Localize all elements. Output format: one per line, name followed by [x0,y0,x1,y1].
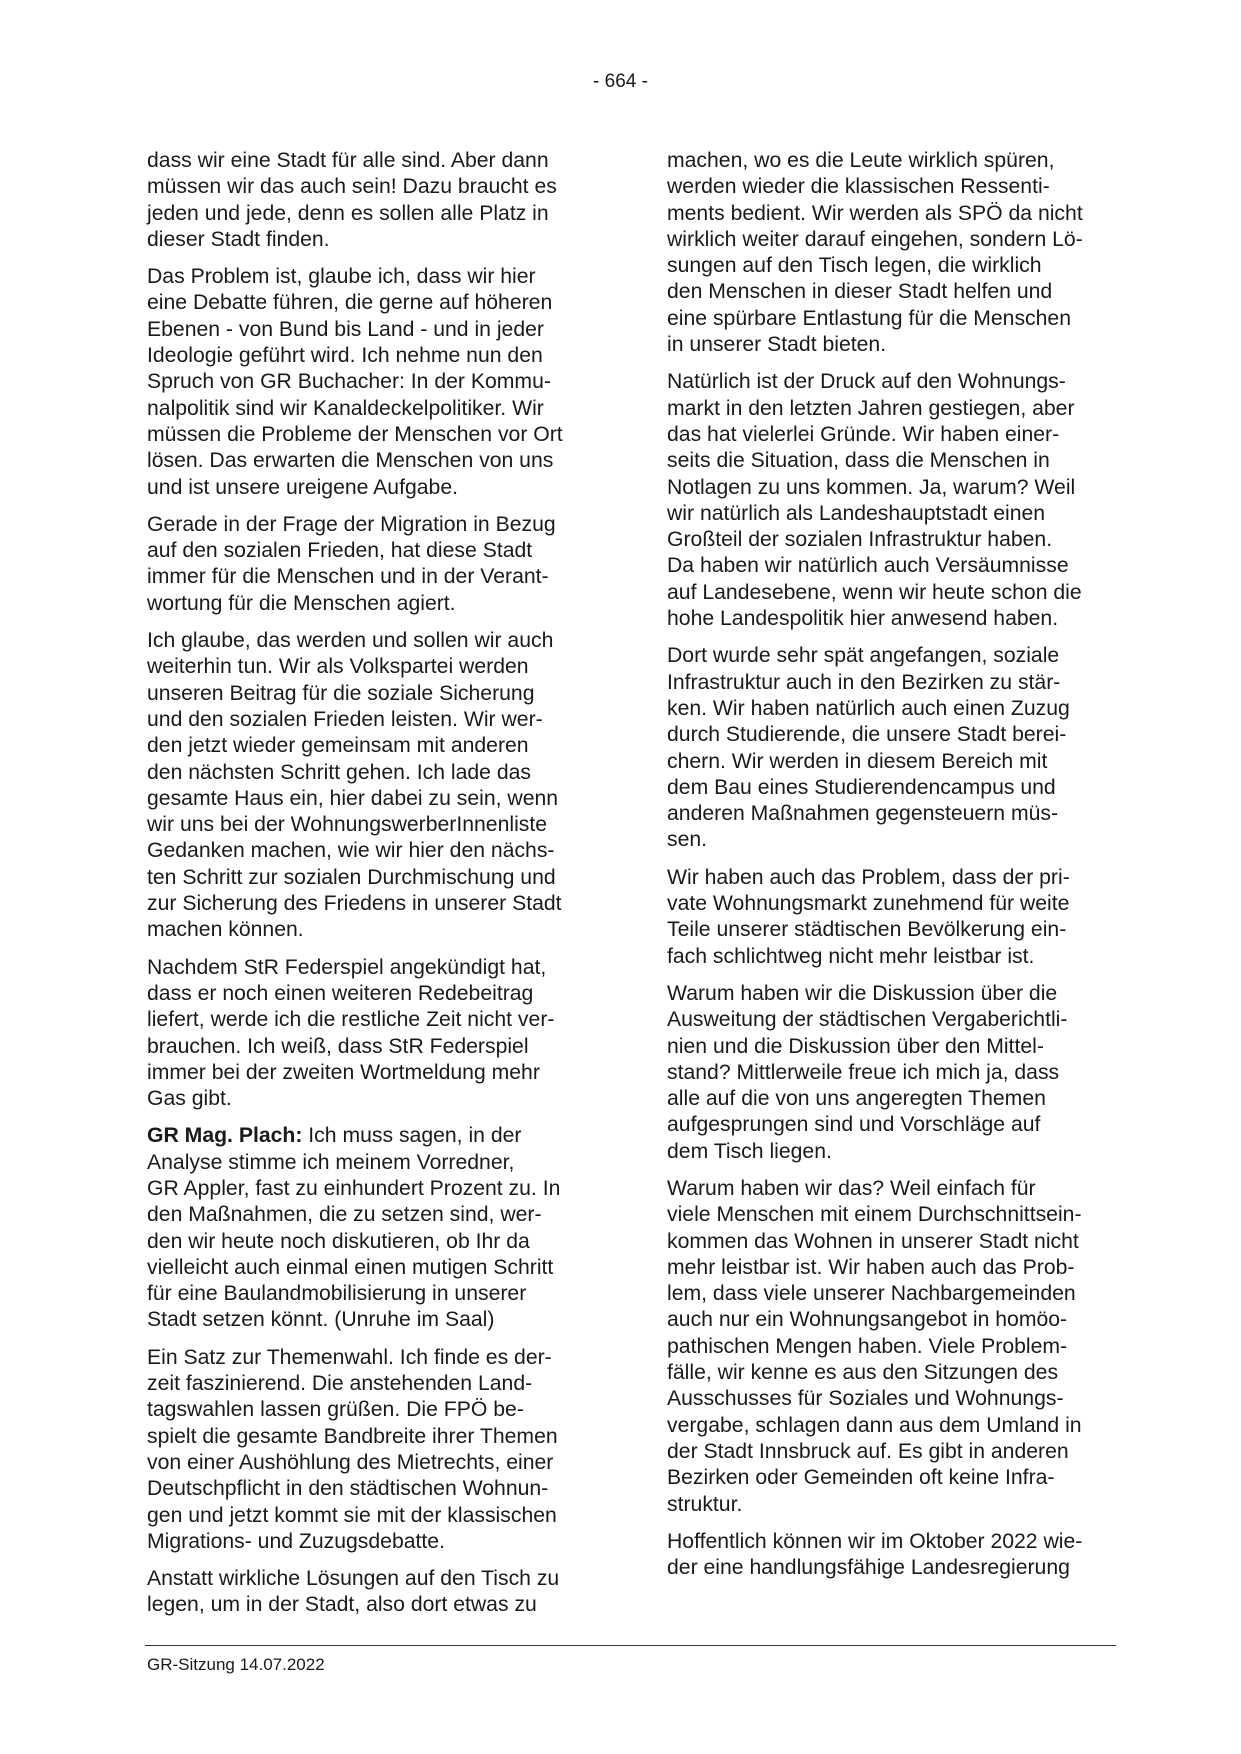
text-line: den wir heute noch diskutieren, ob Ihr da [147,1229,530,1253]
text-line: unseren Beitrag für die soziale Sicherung [147,681,535,705]
text-line: Bezirken oder Gemeinden oft keine Infra- [667,1466,1055,1490]
text-line: Wir haben auch das Problem, dass der pri- [667,865,1070,889]
text-line: liefert, werde ich die restliche Zeit nicht ver- [147,1008,555,1032]
text-line: jeden und jede, denn es sollen alle Platz in [147,201,549,225]
text-line: Großteil der sozialen Infrastruktur haben. [667,528,1053,552]
text-line: Nachdem StR Federspiel angekündigt hat, [147,955,547,979]
text-line: das hat vielerlei Gründe. Wir haben einer- [667,422,1060,446]
text-line: weiterhin tun. Wir als Volkspartei werden [147,655,529,679]
text-line: zur Sicherung des Friedens in unserer Stadt [147,892,562,916]
text-line: vate Wohnungsmarkt zunehmend für weite [667,892,1070,916]
text-line: werden wieder die klassischen Ressenti- [667,175,1050,199]
text-line: Warum haben wir die Diskussion über die [667,981,1058,1005]
text-line: sen. [667,828,708,852]
text-line: vielleicht auch einmal einen mutigen Schritt [147,1255,554,1279]
text-line: den Menschen in dieser Stadt helfen und [667,280,1053,304]
text-line: Natürlich ist der Druck auf den Wohnungs- [667,370,1066,394]
text-line: Gedanken machen, wie wir hier den nächs- [147,839,555,863]
text-line: eine Debatte führen, die gerne auf höheren [147,291,553,315]
text-line: dass wir eine Stadt für alle sind. Aber dann [147,149,549,172]
text-line: Analyse stimme ich meinem Vorredner, [147,1150,515,1174]
text-line: machen, wo es die Leute wirklich spüren, [667,149,1055,172]
text-line: den nächsten Schritt gehen. Ich lade das [147,760,531,784]
text-line: von einer Aushöhlung des Mietrechts, einer [147,1450,554,1474]
paragraph [667,981,1117,1165]
text-line: mehr leistbar ist. Wir haben auch das Prob- [667,1255,1075,1279]
text-line: brauchen. Ich weiß, dass StR Federspiel [147,1034,529,1058]
text-line: tagswahlen lassen grüßen. Die FPÖ be- [147,1398,524,1422]
paragraph [147,1123,597,1333]
text-line: müssen die Probleme der Menschen vor Ort [147,422,563,446]
paragraph [147,512,597,617]
paragraph [147,148,597,253]
text-line: ments bedient. Wir werden als SPÖ da nicht [667,201,1083,225]
text-line: wirklich weiter darauf eingehen, sondern Lö- [667,227,1083,251]
text-line: Gas gibt. [147,1087,232,1111]
footer-divider [145,1645,1116,1646]
text-line: Spruch von GR Buchacher: In der Kommu- [147,370,551,394]
text-line: fälle, wir kenne es aus den Sitzungen des [667,1361,1059,1385]
paragraph [147,1345,597,1555]
text-line: kommen das Wohnen in unserer Stadt nicht [667,1229,1079,1253]
footer-session-date: GR-Sitzung 14.07.2022 [147,1655,325,1674]
text-line: Infrastruktur auch in den Bezirken zu stär- [667,670,1061,694]
text-line: auf den sozialen Frieden, hat diese Stadt [147,539,533,563]
text-line: dem Tisch liegen. [667,1139,832,1163]
paragraph [147,628,597,944]
text-line: der Stadt Innsbruck auf. Es gibt in anderen [667,1439,1069,1463]
text-line: Hoffentlich können wir im Oktober 2022 wie- [667,1529,1083,1553]
text-line: GR Appler, fast zu einhundert Prozent zu. In [147,1176,561,1200]
text-line: nalpolitik sind wir Kanaldeckelpolitiker. Wir [147,396,544,420]
text-line: Das Problem ist, glaube ich, dass wir hier [147,265,536,289]
paragraph [667,1529,1117,1582]
text-line: legen, um in der Stadt, also dort etwas zu [147,1593,537,1617]
text-line: fach schlichtweg nicht mehr leistbar ist. [667,944,1035,968]
text-line: stand? Mittlerweile freue ich mich ja, dass [667,1060,1060,1084]
left-column [147,148,597,1630]
text-line: Ausweitung der städtischen Vergaberichtli- [667,1008,1068,1032]
text-line: vergabe, schlagen dann aus dem Umland in [667,1413,1082,1437]
text-line: Teile unserer städtischen Bevölkerung ein- [667,918,1067,942]
paragraph [667,148,1117,358]
text-line: lem, dass viele unserer Nachbargemeinden [667,1282,1076,1306]
text-line: aufgesprungen sind und Vorschläge auf [667,1113,1041,1137]
text-line: Gerade in der Frage der Migration in Bezug [147,512,556,536]
text-line: Notlagen zu uns kommen. Ja, warum? Weil [667,475,1076,499]
text-line: markt in den letzten Jahren gestiegen, aber [667,396,1075,420]
paragraph [667,369,1117,632]
text-line: Warum haben wir das? Weil einfach für [667,1176,1036,1200]
text-line: auch nur ein Wohnungsangebot in homöo- [667,1308,1068,1332]
text-line: zeit faszinierend. Die anstehenden Land- [147,1372,533,1396]
text-line: viele Menschen mit einem Durchschnittsein- [667,1203,1082,1227]
page-number: - 664 - [593,71,648,92]
text-line: durch Studierende, die unsere Stadt berei- [667,723,1067,747]
text-line: in unserer Stadt bieten. [667,333,887,357]
text-line: immer für die Menschen und in der Verant- [147,565,549,589]
text-line: Stadt setzen könnt. (Unruhe im Saal) [147,1308,495,1332]
text-line: Da haben wir natürlich auch Versäumnisse [667,554,1069,578]
text-line: gesamte Haus ein, hier dabei zu sein, wenn [147,786,559,810]
text-line: Migrations- und Zuzugsdebatte. [147,1529,445,1553]
text-line: müssen wir das auch sein! Dazu braucht es [147,175,557,199]
text-line: struktur. [667,1492,743,1516]
text-line: nien und die Diskussion über den Mittel- [667,1034,1044,1058]
text-line: Ausschusses für Soziales und Wohnungs- [667,1387,1064,1411]
text-line: für eine Baulandmobilisierung in unserer [147,1282,527,1306]
text-line: wir natürlich als Landeshauptstadt einen [667,501,1046,525]
text-line: wir uns bei der WohnungswerberInnenliste [147,813,548,837]
text-line: Anstatt wirkliche Lösungen auf den Tisch zu [147,1567,560,1591]
text-line: machen können. [147,918,304,942]
text-line: sungen auf den Tisch legen, die wirklich [667,254,1042,278]
paragraph [667,643,1117,853]
paragraph [147,955,597,1113]
text-line: immer bei der zweiten Wortmeldung mehr [147,1060,540,1084]
text-line: ken. Wir haben natürlich auch einen Zuzug [667,696,1070,720]
text-line: seits die Situation, dass die Menschen in [667,449,1050,473]
paragraph [147,264,597,501]
paragraph [667,1176,1117,1518]
text-line: gen und jetzt kommt sie mit der klassischen [147,1503,557,1527]
text-line: den jetzt wieder gemeinsam mit anderen [147,734,529,758]
text-line: dem Bau eines Studierendencampus und [667,775,1056,799]
text-line: ten Schritt zur sozialen Durchmischung und [147,865,556,889]
text-line: wortung für die Menschen agiert. [147,591,456,615]
text-line: Ideologie geführt wird. Ich nehme nun den [147,344,543,368]
text-line [147,1123,597,1149]
text-line: den Maßnahmen, die zu setzen sind, wer- [147,1203,542,1227]
text-line: dieser Stadt finden. [147,227,330,251]
text-line: Ein Satz zur Themenwahl. Ich finde es der- [147,1345,552,1369]
text-line: alle auf die von uns angeregten Themen [667,1087,1046,1111]
text-line: Ebenen - von Bund bis Land - und in jeder [147,317,544,341]
text-line: eine spürbare Entlastung für die Menschen [667,306,1071,330]
speaker-text: Ich muss sagen, in der [302,1124,522,1148]
right-column [667,148,1117,1592]
paragraph [667,865,1117,970]
speaker-name: GR Mag. Plach: [147,1124,303,1148]
text-line: Ich glaube, das werden und sollen wir auch [147,629,554,653]
text-line: anderen Maßnahmen gegensteuern müs- [667,802,1059,826]
text-line: Deutschpflicht in den städtischen Wohnun- [147,1477,549,1501]
text-line: spielt die gesamte Bandbreite ihrer Themen [147,1424,558,1448]
text-line: chern. Wir werden in diesem Bereich mit [667,749,1048,773]
text-line: und den sozialen Frieden leisten. Wir wer- [147,707,543,731]
text-line: der eine handlungsfähige Landesregierung [667,1556,1070,1580]
text-line: und ist unsere ureigene Aufgabe. [147,475,458,499]
text-line: lösen. Das erwarten die Menschen von uns [147,449,554,473]
text-line: hohe Landespolitik hier anwesend haben. [667,607,1059,631]
text-line: pathischen Mengen haben. Viele Problem- [667,1334,1068,1358]
text-line: auf Landesebene, wenn wir heute schon die [667,580,1082,604]
paragraph [147,1566,597,1619]
text-line: dass er noch einen weiteren Redebeitrag [147,981,534,1005]
text-line: Dort wurde sehr spät angefangen, soziale [667,644,1060,668]
